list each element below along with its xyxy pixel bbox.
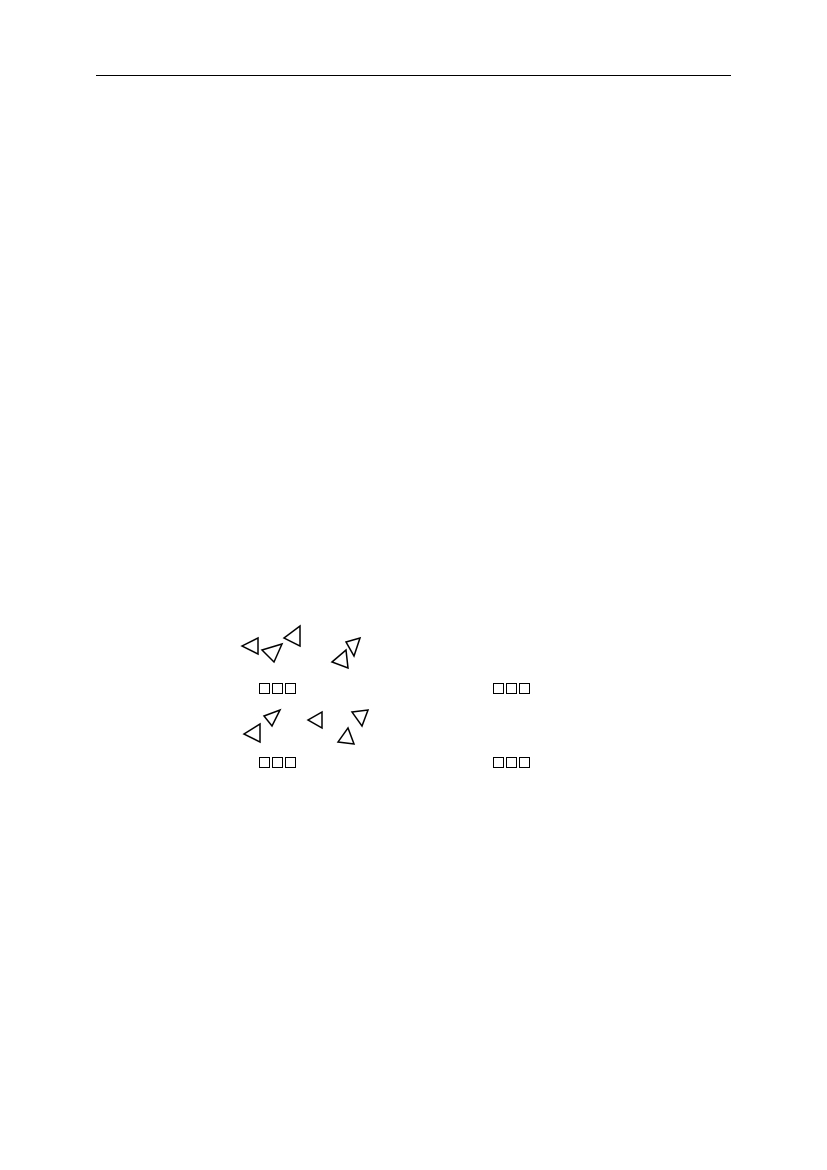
equation-blank-2 <box>492 682 531 697</box>
triangle-shape <box>308 712 322 728</box>
triangle-shape <box>242 638 258 654</box>
header-rule <box>96 75 731 76</box>
triangle-shape <box>284 626 300 646</box>
equation-blank-3 <box>258 756 297 771</box>
answer-box[interactable] <box>493 683 504 694</box>
triangle-shape <box>244 724 260 742</box>
triangle-shape <box>352 710 368 726</box>
triangle-shape <box>332 650 348 668</box>
answer-box[interactable] <box>506 757 517 768</box>
answer-box[interactable] <box>506 683 517 694</box>
answer-box[interactable] <box>493 757 504 768</box>
triangle-shape <box>338 728 354 744</box>
answer-box[interactable] <box>519 757 530 768</box>
answer-box[interactable] <box>285 683 296 694</box>
triangle-shape <box>262 644 282 662</box>
triangle-shape <box>346 638 360 656</box>
answer-box[interactable] <box>272 683 283 694</box>
answer-box[interactable] <box>285 757 296 768</box>
answer-box[interactable] <box>259 683 270 694</box>
answer-box[interactable] <box>519 683 530 694</box>
equation-blank-4 <box>492 756 531 771</box>
triangle-shape <box>264 710 280 726</box>
answer-box[interactable] <box>259 757 270 768</box>
equation-blank-1 <box>258 682 297 697</box>
answer-box[interactable] <box>272 757 283 768</box>
